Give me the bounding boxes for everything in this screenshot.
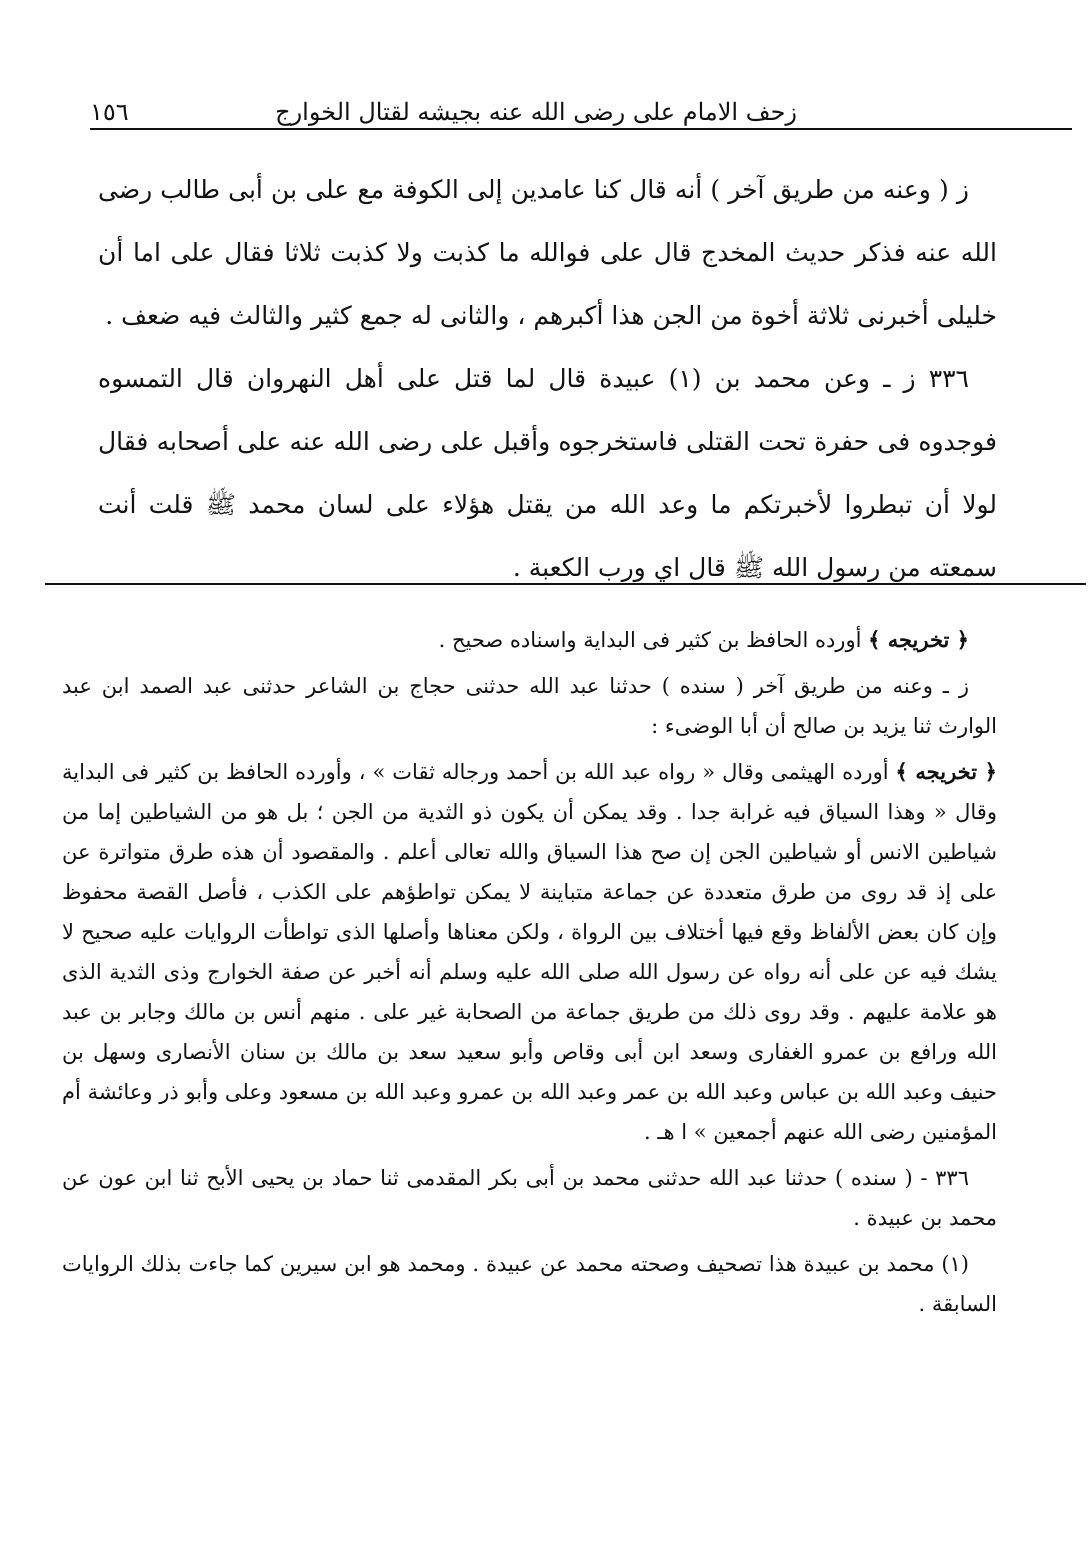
hadith-paragraph: ز ( وعنه من طريق آخر ) أنه قال كنا عامدين إلى الكوفة مع على بن أبى طالب رضى الله عنه فذكر حديث المخدج قال على فوالله ما كذبت ولا كذبت ثلاثا فقال على اما أن خليلى أخبرنى ثلاثة أخوة من الجن هذا أكبرهم ، والثانى له جمع كثير والثالث فيه ضعف . (98, 175, 997, 330)
footnote-1: (١) محمد بن عبيدة هذا تصحيف وصحته محمد عن عبيدة . ومحمد هو ابن سيرين كما جاءت بذلك الروايات السابقة . (62, 1252, 997, 1316)
footnote-rule (45, 583, 1086, 585)
sanad-note: ٣٣٦ - ( سنده ) حدثنا عبد الله حدثنى محمد بن أبى بكر المقدمى ثنا حماد بن يحيى الأبح ثنا ابن عون عن محمد بن عبيدة . (62, 1166, 997, 1230)
note-text: أورده الحافظ بن كثير فى البداية واسناده صحيح . (438, 628, 862, 652)
footnotes (62, 620, 997, 1330)
hadith-paragraph: ٣٣٦ ز ـ وعن محمد بن (١) عبيدة قال لما قتل على أهل النهروان قال التمسوه فوجدوه فى حفرة تحت القتلى فاستخرجوه وأقبل على رضى الله عنه على أصحابه فقال لولا أن تبطروا لأخبرتكم ما وعد الله من يقتل هؤلاء على لسان محمد ﷺ قلت أنت سمعته من رسول الله ﷺ قال اي ورب الكعبة . (98, 364, 997, 582)
takhrij-label: ﴿ تخريجه ﴾ (868, 627, 969, 652)
page-header (90, 86, 1047, 126)
page-number: ١٥٦ (90, 98, 129, 126)
header-rule (90, 128, 1072, 130)
main-text (98, 158, 997, 599)
note-text: أورده الهيثمى وقال « رواه عبد الله بن أحمد ورجاله ثقات » ، وأورده الحافظ بن كثير فى البداية وقال « وهذا السياق فيه غرابة جدا . وقد يمكن أن يكون ذو الثدية من الجن ؛ بل هو من الشياطين إما من شياطين الانس أو شياطين الجن إن صح هذا السياق والله تعالى أعلم . والمقصود أن هذه طرق متواترة عن على إذ قد روى من طرق متعددة عن جماعة متباينة لا يمكن تواطؤهم على الكذب ، فأصل القصة محفوظ وإن كان بعض الألفاظ وقع فيها أختلاف بين الرواة ، ولكن معناها وأصلها الذى تواطأت الروايات عليه صحيح لا يشك فيه عن على أنه رواه عن رسول الله صلى الله عليه وسلم أنه أخبر عن صفة الخوارج وذى الثدية الذى هو علامة عليهم . وقد روى ذلك من طريق جماعة من الصحابة غير على . منهم أنس بن مالك وجابر بن عبد الله ورافع بن عمرو الغفارى وسعد ابن أبى وقاص وأبو سعيد سعد بن مالك بن سنان الأنصارى وسهل بن حنيف وعبد الله بن عباس وعبد الله بن عمر وعبد الله بن عمرو وعبد الله بن مسعود وعلى وأبو ذر وعائشة أم المؤمنين رضى الله عنهم أجمعين » ا هـ . (62, 760, 997, 1144)
takhrij-note (62, 752, 997, 1152)
takhrij-label: ﴿ تخريجه ﴾ (895, 759, 997, 784)
running-title: زحف الامام على رضى الله عنه بجيشه لقتال الخوارج (275, 98, 797, 126)
takhrij-note (62, 620, 997, 660)
sanad-note: ز ـ وعنه من طريق آخر ( سنده ) حدثنا عبد الله حدثنى حجاج بن الشاعر حدثنى عبد الصمد ابن عبد الوارث ثنا يزيد بن صالح أن أبا الوضىء : (62, 674, 997, 738)
